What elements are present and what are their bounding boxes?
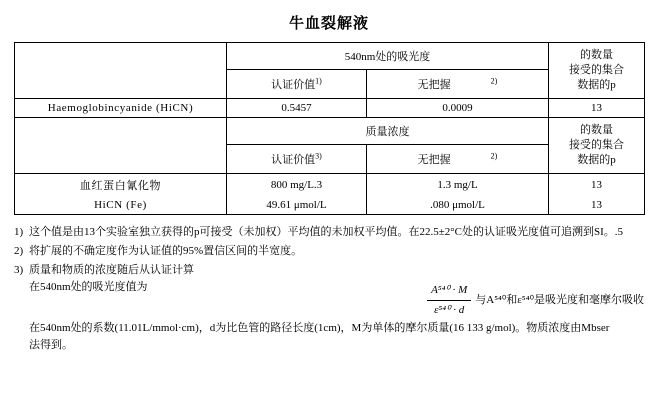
- footnote-2-marker: [14, 243, 23, 260]
- subheader-uncertainty-label-1: 无把握: [417, 79, 451, 91]
- count-header-2: [549, 118, 645, 174]
- empty-corner-cell-1: [15, 43, 227, 70]
- subheader-uncertainty-2: [367, 145, 549, 174]
- cell-uncertainty-mass-2: .080 μmol/L: [367, 196, 549, 215]
- footnote-3-line1: 在540nm处的吸光度值为: [29, 281, 148, 294]
- empty-corner-cell-2: [15, 70, 227, 99]
- count-header-line-3: 数据的p: [577, 78, 616, 91]
- page-title: 牛血裂解液: [288, 16, 369, 32]
- cell-count-mass-1: 13: [549, 174, 645, 197]
- footnote-ref-3: 3): [315, 151, 322, 161]
- footnote-1-marker: [14, 224, 23, 241]
- subheader-certified-label-1: 认证价值: [271, 79, 316, 91]
- footnote-3-text: 质量和物质的浓度随后从认证计算: [29, 264, 194, 277]
- footnote-ref-4: 2): [490, 151, 498, 161]
- table-row: [15, 99, 645, 118]
- subheader-certified-2: [227, 145, 367, 174]
- subheader-uncertainty-1: [367, 70, 549, 99]
- formula-numerator: A⁵⁴⁰ · M: [427, 282, 471, 301]
- footnote-3-line2: 在540nm处的系数(11.01L/mmol·cm)，d为比色管的路径长度(1cm)，M为单体的摩尔质量(16 133 g/mol)。物质浓度由Mbser: [29, 322, 610, 335]
- footnote-3-marker: [14, 262, 23, 279]
- count-header-1: [549, 43, 645, 99]
- subheader-certified-label-2: 认证价值: [271, 154, 316, 166]
- table-row: [15, 118, 645, 145]
- table-row: [15, 43, 645, 70]
- cell-count-hicn: 13: [549, 99, 645, 118]
- cell-certified-mass-2: 49.61 μmol/L: [227, 196, 367, 215]
- footnote-2-text: 将扩展的不确定度作为认证值的95%置信区间的半宽度。: [29, 245, 303, 258]
- footnote-1-marker-sup: 1): [14, 226, 24, 238]
- footnote-ref-1: 1): [315, 76, 322, 86]
- row-label-hicn-fe: HiCN (Fe): [15, 196, 227, 215]
- cell-certified-hicn: 0.5457: [227, 99, 367, 118]
- footnote-1-text: 这个值是由13个实验室独立获得的p可接受（未加权）平均值的未加权平均值。在22.5±2°C处的认证吸光度值可追溯到SI。.5: [29, 226, 624, 238]
- cell-uncertainty-hicn: 0.0009: [367, 99, 549, 118]
- formula-tail-text: 与A⁵⁴⁰和ε⁵⁴⁰是吸光度和毫摩尔吸收: [475, 294, 644, 307]
- group-header-mass-concentration: 质量浓度: [227, 118, 549, 145]
- count-header-2-line-2: 接受的集合: [569, 139, 624, 152]
- footnote-1: [14, 224, 644, 241]
- empty-corner-cell-4: [15, 145, 227, 174]
- footnote-2-marker-sup: 2): [14, 245, 24, 258]
- cell-count-mass-2: 13: [549, 196, 645, 215]
- group-header-absorbance: 540nm处的吸光度: [227, 43, 549, 70]
- cell-certified-mass-1: 800 mg/L.3: [227, 174, 367, 197]
- formula-denominator: ε⁵⁴⁰ · d: [434, 304, 465, 317]
- empty-corner-cell-3: [15, 118, 227, 145]
- footnotes: [14, 224, 644, 354]
- certified-values-table: [14, 42, 645, 215]
- row-label-hicn: Haemoglobincyanide (HiCN): [15, 99, 227, 118]
- footnote-3-line3: 法得到。: [29, 339, 73, 352]
- formula-fraction: [427, 282, 471, 319]
- footnote-3-marker-sup: 3): [14, 264, 24, 277]
- footnote-2: [14, 243, 644, 260]
- footnote-ref-2-wrap: [451, 76, 498, 91]
- count-header-2-line-3: 数据的p: [577, 153, 616, 166]
- count-header-line-2: 接受的集合: [569, 64, 624, 77]
- cell-uncertainty-mass-1: 1.3 mg/L: [367, 174, 549, 197]
- count-header-line-1: 的数量: [580, 49, 613, 62]
- footnote-ref-4-wrap: [451, 151, 498, 166]
- subheader-uncertainty-label-2: 无把握: [417, 154, 451, 166]
- table-row: [15, 196, 645, 215]
- row-label-haemoglobincyanide-cn: 血红蛋白氰化物: [15, 174, 227, 197]
- footnote-3: [14, 262, 644, 354]
- subheader-certified-1: [227, 70, 367, 99]
- footnote-ref-2: 2): [490, 76, 498, 86]
- count-header-2-line-1: 的数量: [580, 124, 613, 137]
- table-row: [15, 174, 645, 197]
